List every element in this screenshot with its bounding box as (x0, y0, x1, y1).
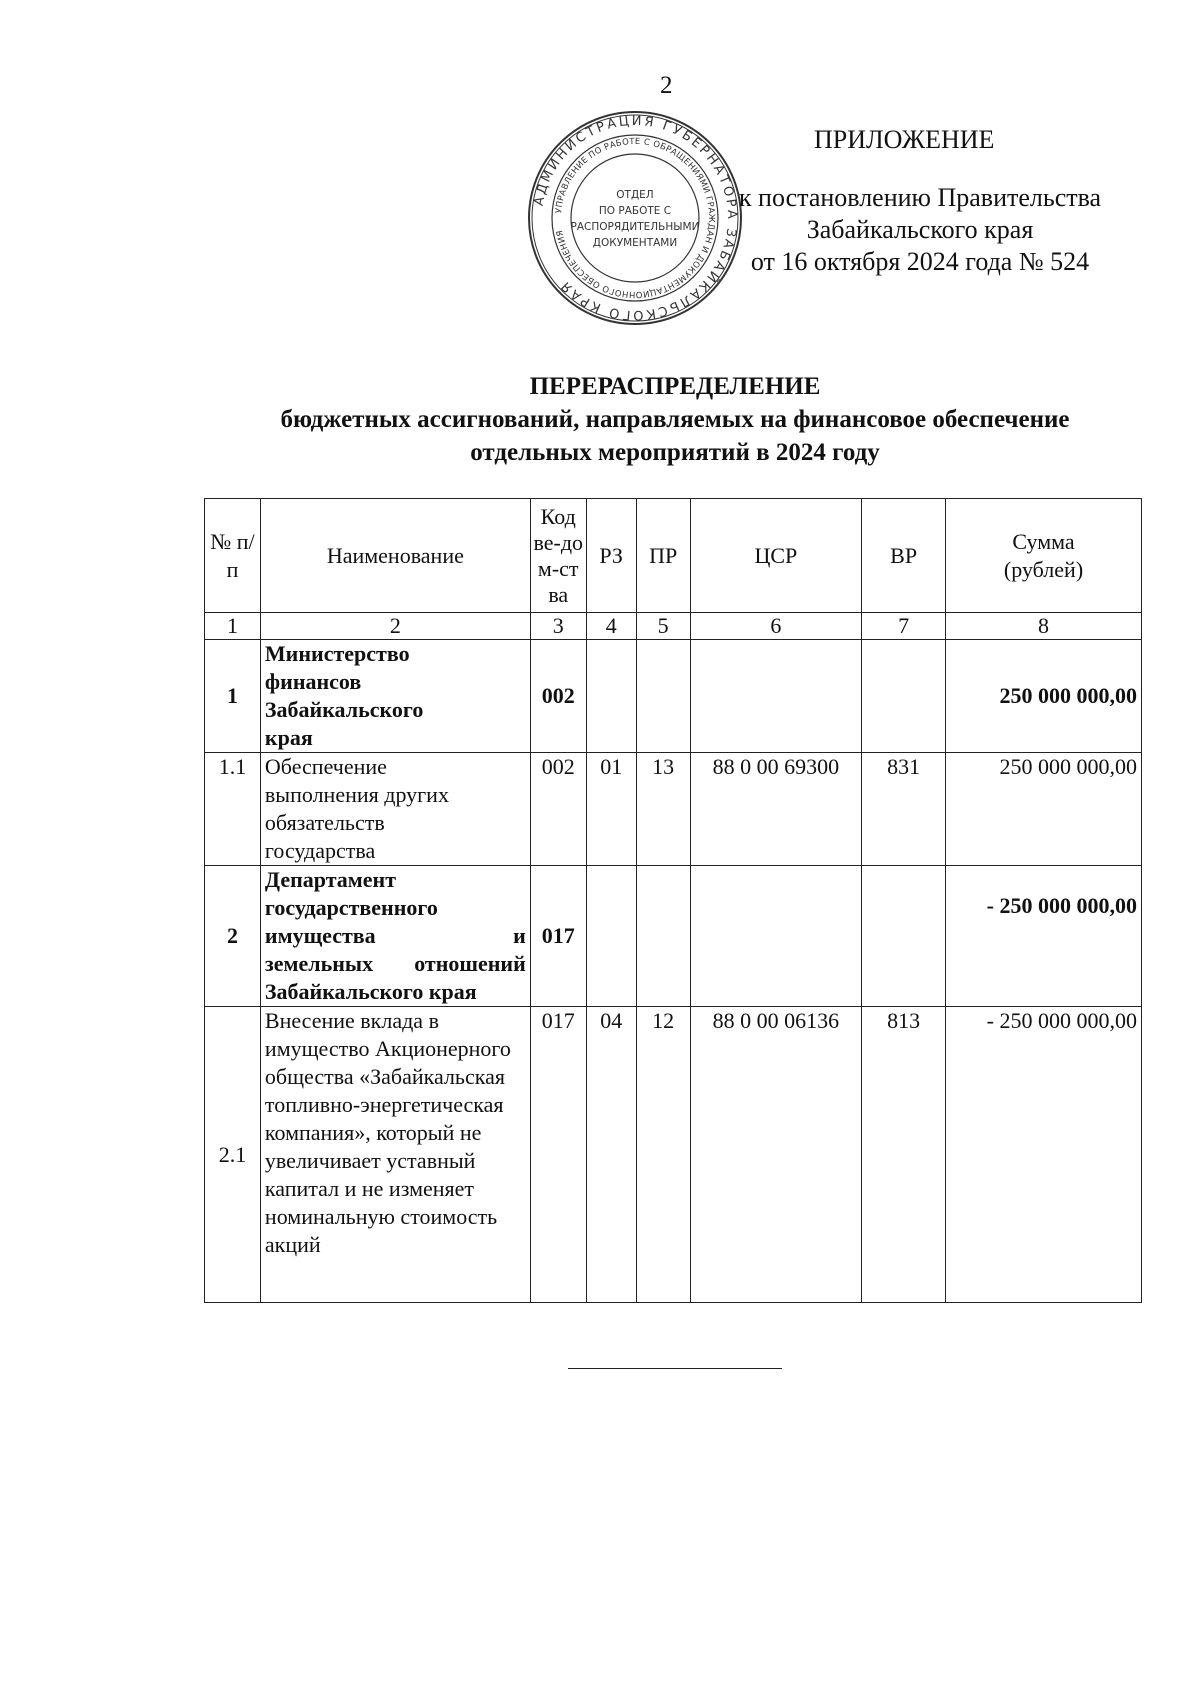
column-number: 3 (530, 613, 586, 640)
footer-divider (568, 1368, 782, 1369)
svg-text:ПО РАБОТЕ С: ПО РАБОТЕ С (598, 205, 672, 217)
row-name-line (265, 922, 526, 950)
row-name-line: государственного (264, 895, 438, 920)
appendix-block (720, 124, 1130, 278)
row-csr: 88 0 00 69300 (690, 753, 862, 866)
svg-text:АДМИНИСТРАЦИЯ ГУБЕРНАТОРА ЗАБА: АДМИНИСТРАЦИЯ ГУБЕРНАТОРА ЗАБАЙКАЛЬСКОГО КРАЯ (531, 113, 740, 323)
table-row (205, 753, 1142, 866)
table-row (205, 866, 1142, 1007)
row-rz: 04 (586, 1007, 636, 1303)
row-code: 017 (530, 1007, 586, 1303)
row-rz (586, 866, 636, 1007)
header-csr: ЦСР (690, 499, 862, 613)
row-sum: 250 000 000,00 (946, 753, 1142, 866)
header-row (205, 499, 1142, 613)
row-vr: 831 (862, 753, 946, 866)
table-row (205, 640, 1142, 753)
page-number: 2 (660, 72, 673, 99)
appendix-line-2: Забайкальского края (806, 215, 1034, 244)
appendix-line-3: от 16 октября 2024 года № 524 (750, 247, 1090, 276)
row-code: 017 (530, 866, 586, 1007)
header-pr: ПР (636, 499, 690, 613)
row-pr: 13 (636, 753, 690, 866)
row-sum: 250 000 000,00 (946, 640, 1142, 753)
row-name-word: земельных (264, 951, 374, 976)
column-number: 2 (260, 613, 530, 640)
column-number-row (205, 613, 1142, 640)
header-code: Код ве-дом-ства (530, 499, 586, 613)
row-num: 2.1 (205, 1007, 261, 1303)
row-name-word: имущества (264, 923, 376, 948)
row-name (260, 866, 530, 1007)
svg-text:ДОКУМЕНТАМИ: ДОКУМЕНТАМИ (592, 237, 678, 249)
appendix-line-1: к постановлению Правительства (738, 183, 1102, 212)
row-name-word: и (513, 923, 526, 948)
row-num: 2 (205, 866, 261, 1007)
row-sum: - 250 000 000,00 (946, 1007, 1142, 1303)
header-num: № п/п (205, 499, 261, 613)
row-sum: - 250 000 000,00 (946, 866, 1142, 1007)
row-num: 1.1 (205, 753, 261, 866)
header-rz: РЗ (586, 499, 636, 613)
row-name: Внесение вклада в имущество Акционерного общества «Забайкальская топливно-энергетическая компания», который не увеличивает уставный капитал и не изменяет номинальную стоимость акций (260, 1007, 530, 1303)
title-line-2: бюджетных ассигнований, направляемых на финансовое обеспечение (280, 406, 1070, 433)
row-csr (690, 866, 862, 1007)
column-number: 5 (636, 613, 690, 640)
document-title (205, 370, 1145, 469)
row-name: Министерство финансов Забайкальского края (260, 640, 530, 753)
column-number: 4 (586, 613, 636, 640)
row-vr: 813 (862, 1007, 946, 1303)
row-num: 1 (205, 640, 261, 753)
row-vr (862, 640, 946, 753)
row-csr (690, 640, 862, 753)
header-name: Наименование (260, 499, 530, 613)
column-number: 7 (862, 613, 946, 640)
column-number: 8 (946, 613, 1142, 640)
row-pr (636, 640, 690, 753)
column-number: 1 (205, 613, 261, 640)
row-name-line: Забайкальского края (264, 979, 477, 1004)
row-pr: 12 (636, 1007, 690, 1303)
svg-text:РАСПОРЯДИТЕЛЬНЫМИ: РАСПОРЯДИТЕЛЬНЫМИ (570, 221, 700, 233)
svg-text:УПРАВЛЕНИЕ ПО РАБОТЕ С ОБРАЩЕН: УПРАВЛЕНИЕ ПО РАБОТЕ С ОБРАЩЕНИЯМИ ГРАЖДАН И ДОКУМЕНТАЦИОННОГО ОБЕСПЕЧЕНИЯ (554, 136, 717, 300)
svg-text:ОТДЕЛ: ОТДЕЛ (616, 189, 654, 201)
row-vr (862, 866, 946, 1007)
row-rz (586, 640, 636, 753)
row-rz: 01 (586, 753, 636, 866)
row-code: 002 (530, 640, 586, 753)
column-number: 6 (690, 613, 862, 640)
row-code: 002 (530, 753, 586, 866)
table-row (205, 1007, 1142, 1303)
row-name: Обеспечение выполнения других обязательств государства (260, 753, 530, 866)
row-pr (636, 866, 690, 1007)
header-vr: ВР (862, 499, 946, 613)
title-line-1: ПЕРЕРАСПРЕДЕЛЕНИЕ (529, 373, 821, 400)
row-name-line (265, 950, 526, 978)
title-line-3: отдельных мероприятий в 2024 году (470, 439, 880, 466)
row-csr: 88 0 00 06136 (690, 1007, 862, 1303)
row-name-word: отношений (414, 951, 526, 976)
row-name-line: Департамент (264, 867, 397, 892)
appendix-heading: ПРИЛОЖЕНИЕ (814, 125, 995, 154)
budget-table (204, 498, 1142, 1303)
header-sum: Сумма (рублей) (946, 499, 1142, 613)
